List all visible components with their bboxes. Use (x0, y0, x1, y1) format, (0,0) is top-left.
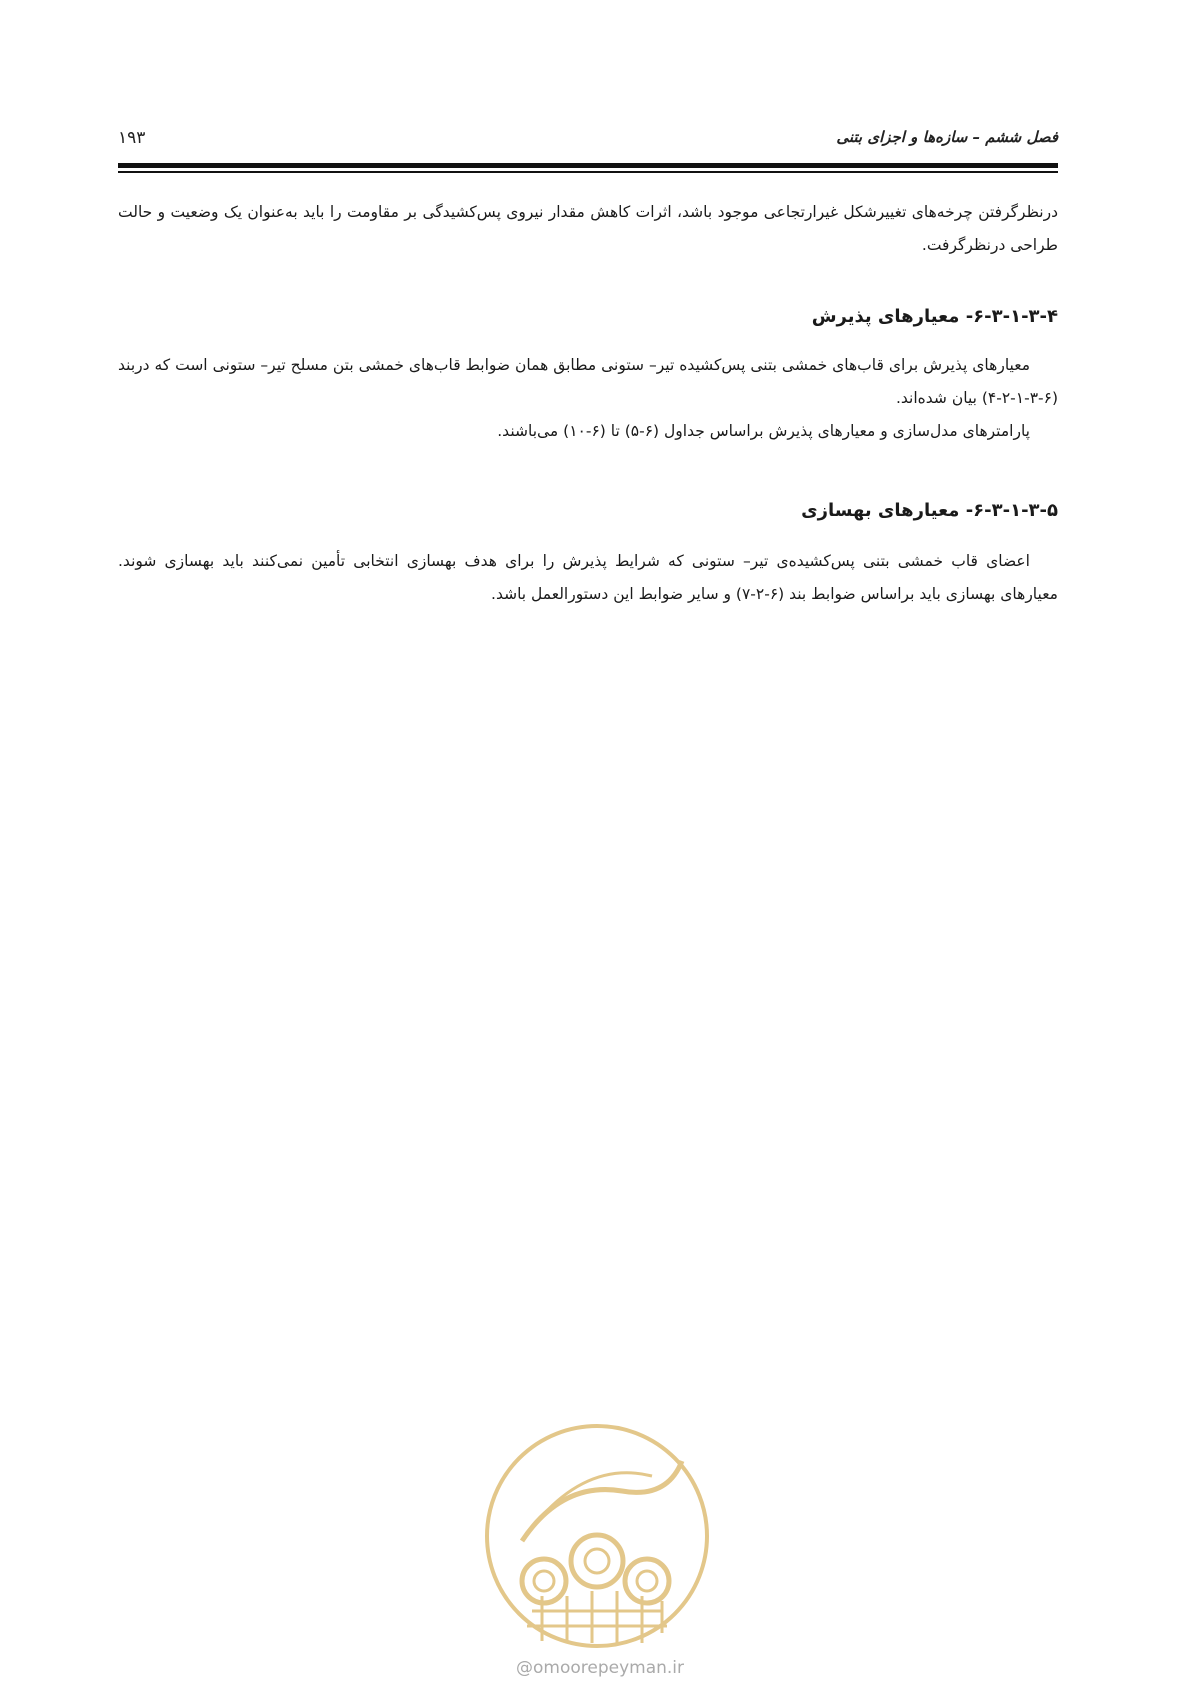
retrofit-paragraphs (118, 545, 1058, 611)
section-heading-acceptance: ۶-۳-۱-۳-۴- معیارهای پذیرش (811, 306, 1058, 327)
page-number: ۱۹۳ (118, 128, 146, 148)
intro-paragraph (118, 196, 1058, 262)
acceptance-paragraph-1: معیارهای پذیرش برای قاب‌های خمشی بتنی پس‌کشیده تیر– ستونی مطابق همان ضوابط قاب‌های خمشی بتن مسلح تیر– ستونی است که دربند (۶-۳-۱-۲-۴) بیان شده‌اند. (118, 356, 1058, 407)
header-rule-thin (118, 171, 1058, 173)
section-heading-retrofit: ۶-۳-۱-۳-۵- معیارهای بهسازی (801, 500, 1058, 521)
page-header (118, 128, 1058, 158)
watermark-website: @omoorepeyman.ir (515, 1658, 685, 1678)
header-rule-thick (118, 163, 1058, 168)
watermark-seal-icon (482, 1421, 712, 1651)
chapter-title: فصل ششم – سازه‌ها و اجزای بتنی (836, 128, 1058, 146)
acceptance-paragraphs (118, 349, 1058, 448)
retrofit-paragraph-1: اعضای قاب خمشی بتنی پس‌کشیده‌ی تیر– ستونی که شرایط پذیرش را برای هدف بهسازی انتخابی تأمین نمی‌کنند باید بهسازی شوند. معیارهای بهسازی باید براساس ضوابط بند (۶-۲-۷) و سایر ضوابط این دستورالعمل باشد. (118, 552, 1058, 603)
intro-text: درنظرگرفتن چرخه‌های تغییرشکل غیرارتجاعی موجود باشد، اثرات کاهش مقدار نیروی پس‌کشیدگی بر مقاومت را باید به‌عنوان یک وضعیت و حالت طراحی درنظرگرفت. (118, 203, 1058, 254)
watermark-logo (482, 1421, 712, 1651)
acceptance-paragraph-2: پارامترهای مدل‌سازی و معیارهای پذیرش براساس جداول (۶-۵) تا (۶-۱۰) می‌باشند. (497, 422, 1030, 440)
